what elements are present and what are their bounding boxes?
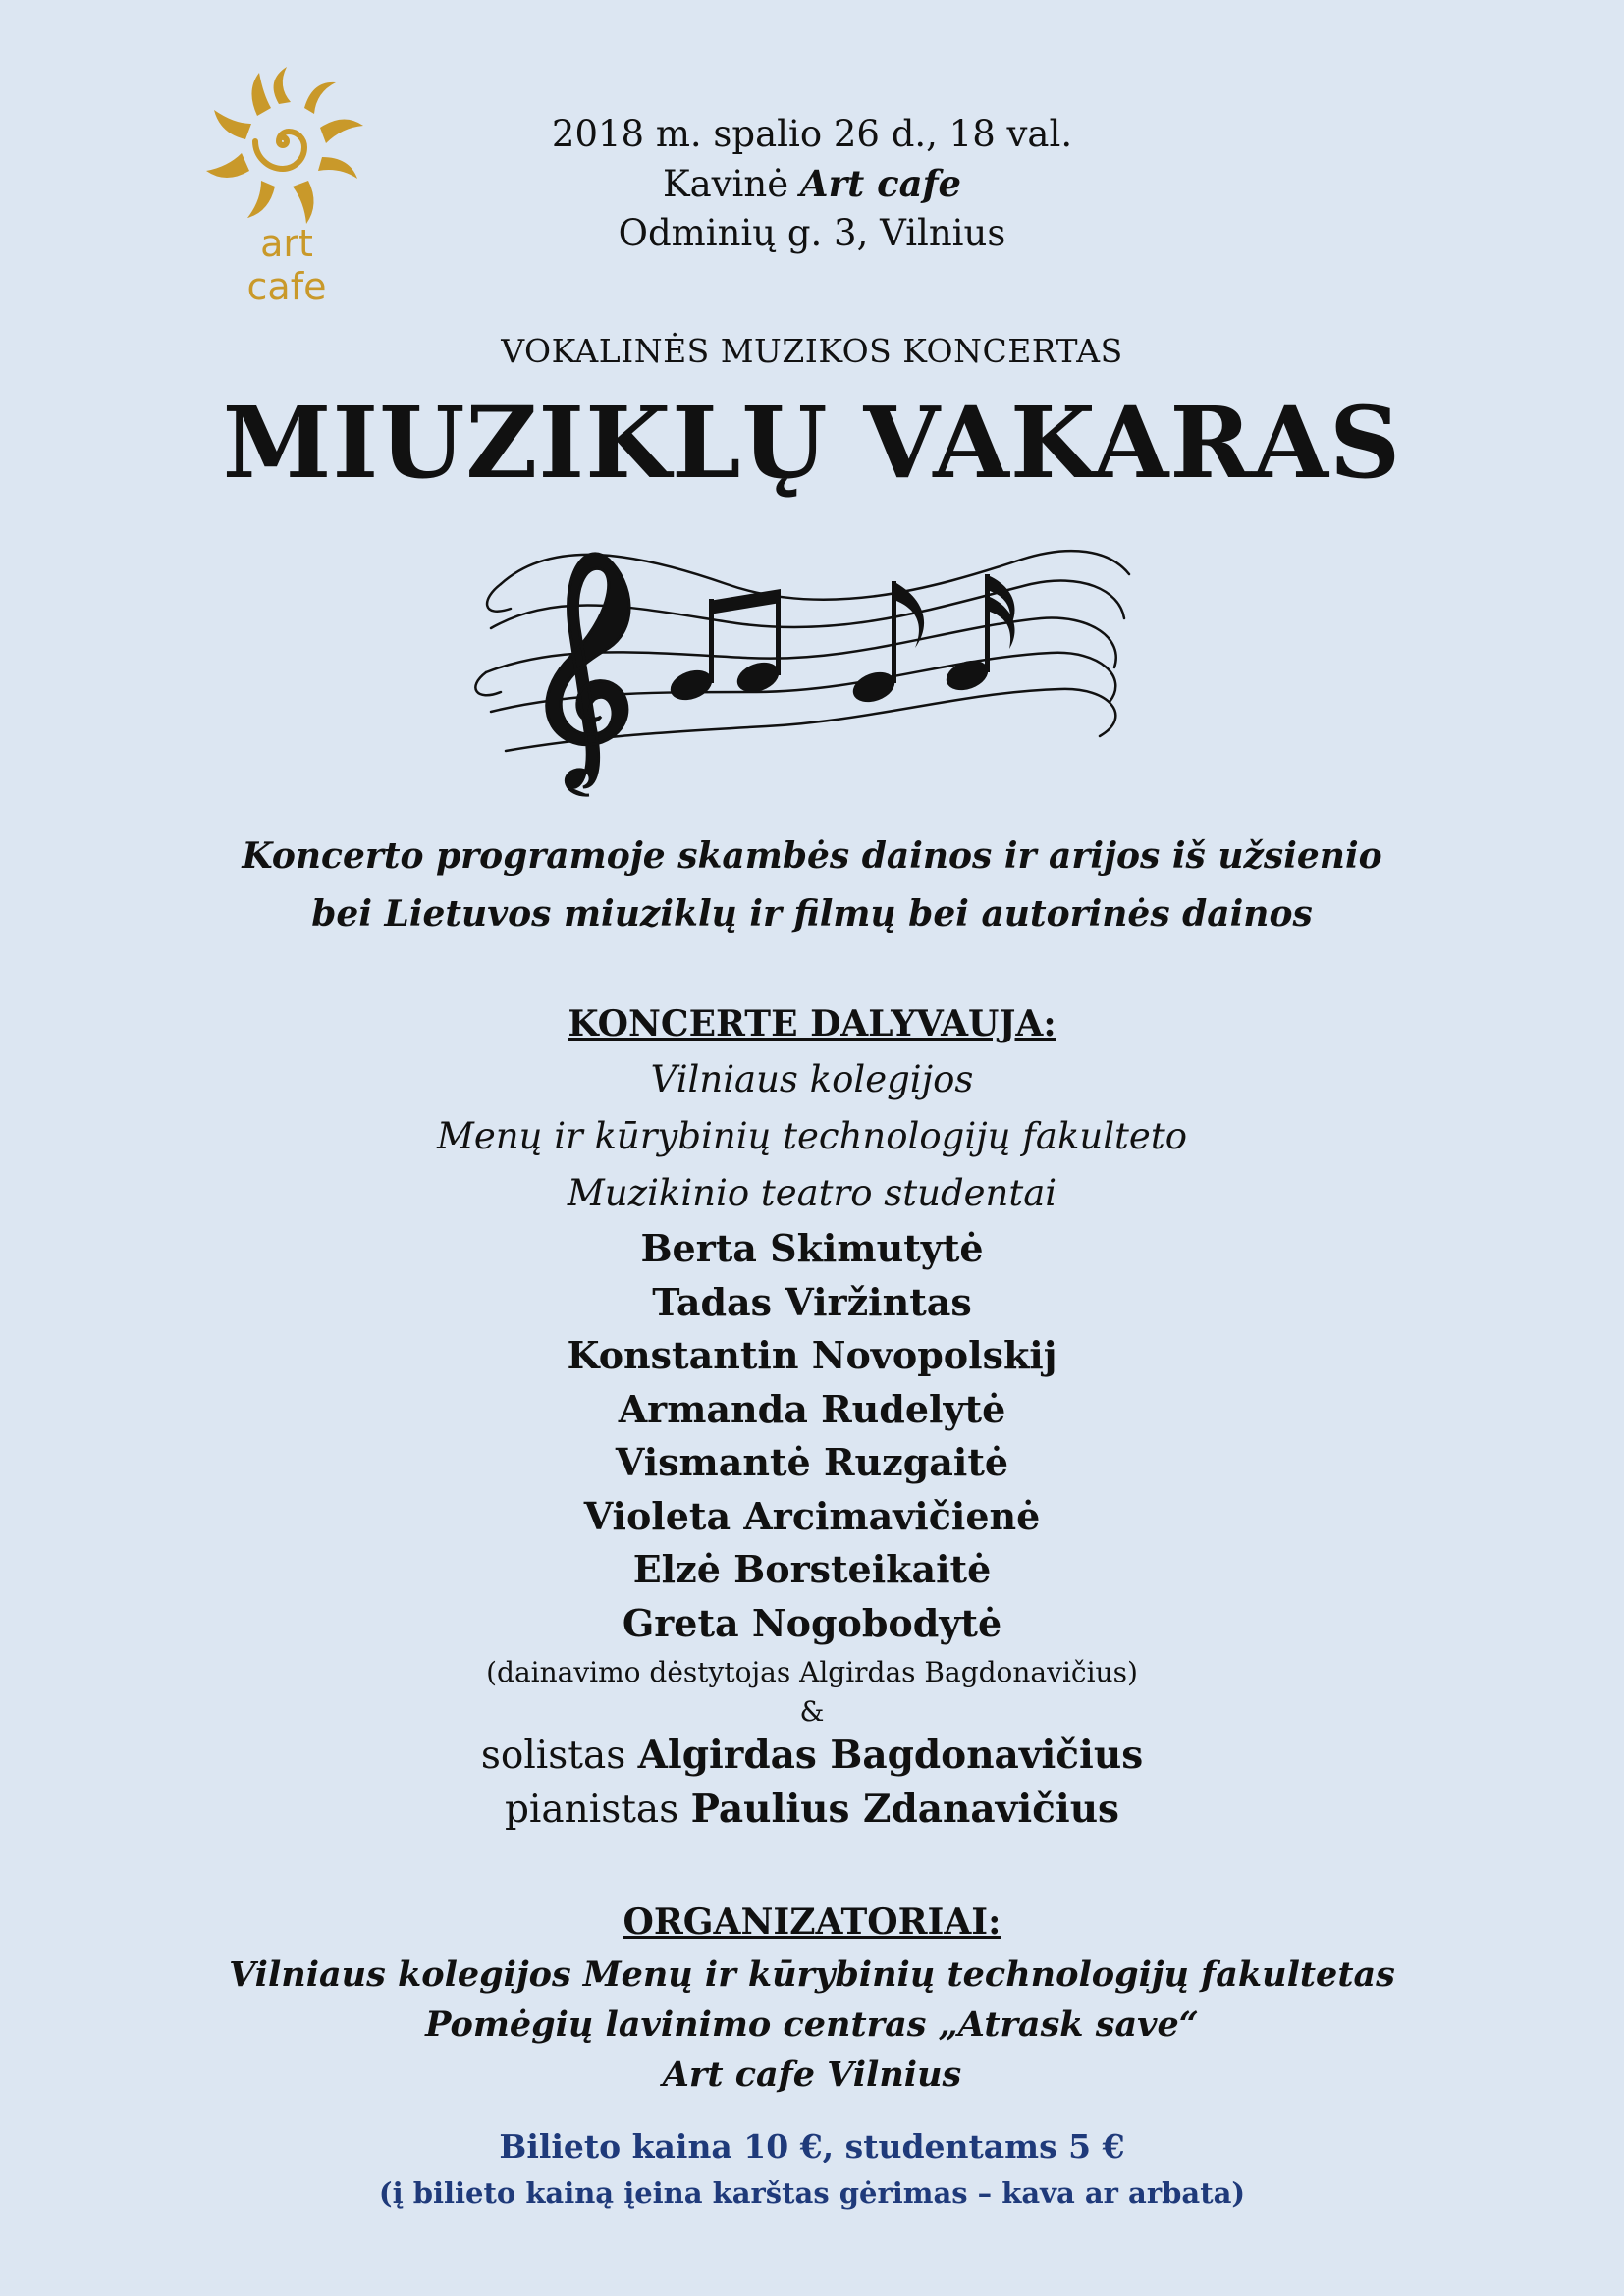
event-date: 2018 m. spalio 26 d., 18 val. bbox=[551, 113, 1073, 155]
venue-name: Art cafe bbox=[799, 162, 962, 205]
ampersand: & bbox=[799, 1695, 825, 1728]
concert-intro bbox=[0, 828, 1624, 943]
concert-title: MIUZIKLŲ VAKARAS bbox=[222, 385, 1402, 501]
performer-name: Armanda Rudelytė bbox=[618, 1386, 1006, 1431]
soloist-role: solistas bbox=[480, 1734, 638, 1778]
ticket-info bbox=[0, 2122, 1624, 2215]
concert-subtitle: VOKALINĖS MUZIKOS KONCERTAS bbox=[501, 332, 1123, 370]
group-line: Menų ir kūrybinių technologijų fakulteto bbox=[437, 1115, 1187, 1157]
event-details bbox=[0, 110, 1624, 258]
organizers-section bbox=[0, 1895, 1624, 2100]
intro-line: Koncerto programoje skambės dainos ir arijos iš užsienio bbox=[242, 835, 1382, 877]
performer-name: Greta Nogobodytė bbox=[622, 1600, 1002, 1645]
performer-name: Tadas Viržintas bbox=[652, 1279, 972, 1324]
event-address: Odminių g. 3, Vilnius bbox=[618, 212, 1006, 254]
event-venue bbox=[0, 159, 1624, 209]
organizer-line: Vilniaus kolegijos Menų ir kūrybinių technologijų fakultetas bbox=[229, 1954, 1395, 1995]
logo-text: art cafe bbox=[246, 222, 327, 308]
intro-line: bei Lietuvos miuziklų ir filmų bei autorinės dainos bbox=[311, 893, 1313, 934]
pianist-line bbox=[0, 1783, 1624, 1837]
performers-heading: KONCERTE DALYVAUJA: bbox=[568, 1003, 1056, 1044]
ticket-note: (į bilieto kainą įeina karštas gėrimas – kava ar arbata) bbox=[378, 2176, 1246, 2210]
group-line: Muzikinio teatro studentai bbox=[567, 1172, 1057, 1214]
organizer-line: Pomėgių lavinimo centras „Atrask save“ bbox=[425, 2004, 1199, 2045]
pianist-role: pianistas bbox=[504, 1788, 691, 1832]
performer-name: Elzė Borsteikaitė bbox=[632, 1547, 992, 1591]
performer-name: Konstantin Novopolskij bbox=[567, 1333, 1057, 1377]
pianist-name: Paulius Zdanavičius bbox=[690, 1787, 1120, 1832]
ticket-price: Bilieto kaina 10 €, studentams 5 € bbox=[499, 2127, 1125, 2165]
organizer-line: Art cafe Vilnius bbox=[662, 2055, 962, 2095]
treble-clef-staff-icon bbox=[471, 530, 1159, 805]
performer-name: Violeta Arcimavičienė bbox=[583, 1493, 1041, 1538]
venue-prefix: Kavinė bbox=[662, 163, 800, 205]
soloist-line bbox=[0, 1729, 1624, 1783]
group-line: Vilniaus kolegijos bbox=[650, 1058, 974, 1100]
performer-name: Vismantė Ruzgaitė bbox=[615, 1440, 1009, 1484]
organizers-heading: ORGANIZATORIAI: bbox=[623, 1901, 1001, 1943]
performer-name: Berta Skimutytė bbox=[640, 1226, 984, 1270]
teacher-note: (dainavimo dėstytojas Algirdas Bagdonavičius) bbox=[486, 1656, 1138, 1688]
soloist-name: Algirdas Bagdonavičius bbox=[637, 1733, 1144, 1778]
performers-section bbox=[0, 996, 1624, 1837]
